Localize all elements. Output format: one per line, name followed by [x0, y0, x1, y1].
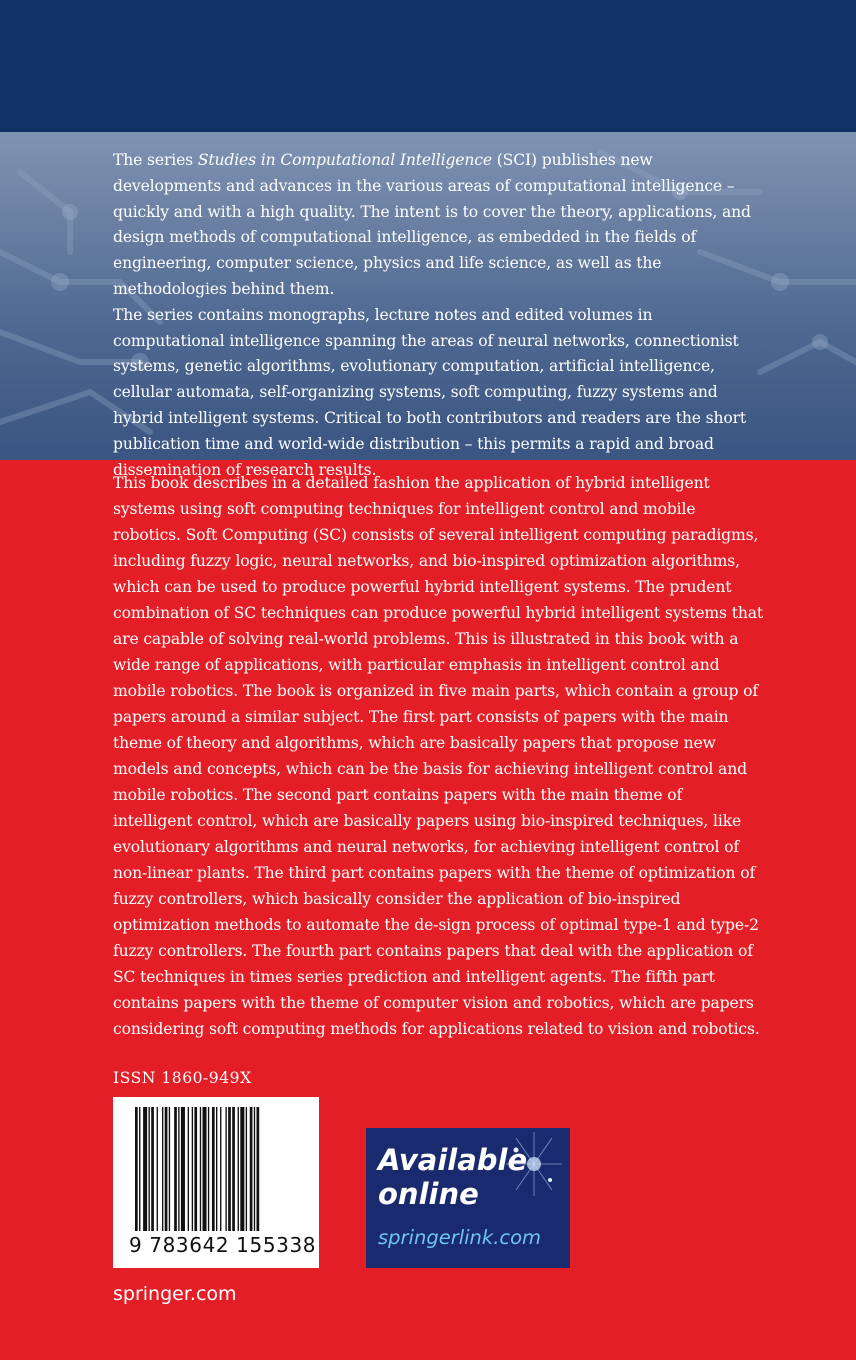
barcode-bar — [232, 1107, 235, 1231]
barcode-bar — [169, 1107, 170, 1231]
barcode-bar — [135, 1107, 138, 1231]
barcode-bar — [216, 1107, 217, 1231]
barcode-bar — [139, 1107, 140, 1231]
book-description-paragraph: This book describes in a detailed fashion the application of hybrid intelligent systems using soft computing techniques for intelligent control and mobile robotics. Soft Computing (SC) consists of several intelligent computing paradigms, including fuzzy logic, neural networks, and bio-inspired optimization algorithms, which can be used to produce powerful hybrid intelligent systems. The prudent combination of SC techniques can produce powerful hybrid intelligent systems that are capable of solving real-world problems. This is illustrated in this book with a wide range of applications, with particular emphasis in intelligent control and mobile robotics. The book is organized in five main parts, which contain a group of papers around a similar subject. The first part consists of papers with the main theme of theory and algorithms, which are basically papers that propose new models and concepts, which can be the basis for achieving intelligent control and mobile robotics. The second part contains papers with the main theme of intelligent control, which are basically papers using bio-inspired techniques, like evolutionary algorithms and neural networks, for achieving intelligent control of non-linear plants. The third part contains papers with the theme of optimization of fuzzy controllers, which basically consider the application of bio-inspired optimization methods to automate the de-sign process of optimal type-1 and type-2 fuzzy controllers. The fourth part contains papers that deal with the application of SC techniques in times series prediction and intelligent agents. The fifth part contains papers with the theme of computer vision and robotics, which are papers considering soft computing methods for applications related to vision and robotics. — [113, 474, 763, 1038]
barcode-bar — [208, 1107, 209, 1231]
barcode-bar — [212, 1107, 215, 1231]
book-description — [113, 470, 763, 1042]
barcode-bar — [149, 1107, 150, 1231]
barcode-bar — [194, 1107, 197, 1231]
barcode-bar — [151, 1107, 154, 1231]
barcode-bar — [203, 1107, 207, 1231]
barcode-bar — [165, 1107, 168, 1231]
barcode-bar — [188, 1107, 189, 1231]
barcode-bar — [192, 1107, 193, 1231]
publisher-link[interactable]: springer.com — [113, 1283, 237, 1305]
barcode-bar — [143, 1107, 147, 1231]
barcode-bar — [178, 1107, 179, 1231]
series-paragraph-2: The series contains monographs, lecture notes and edited volumes in computational intelligence spanning the areas of neural networks, connectionist systems, genetic algorithms, evolutionary computation, artificial intelligence, cellular automata, self-organizing systems, soft computing, fuzzy systems and hybrid intelligent systems. Critical to both contributors and readers are the short publication time and world-wide distribution – this permits a rapid and broad dissemination of research results. — [113, 305, 747, 479]
barcode-bar — [181, 1107, 185, 1231]
barcode-bar — [257, 1107, 260, 1231]
isbn-barcode — [113, 1097, 319, 1268]
top-band — [0, 0, 856, 132]
springerlink-link[interactable]: springerlink.com — [378, 1226, 542, 1249]
barcode-bar — [254, 1107, 255, 1231]
barcode-bar — [250, 1107, 253, 1231]
barcode-bar — [240, 1107, 244, 1231]
series-description — [113, 148, 753, 483]
barcode-bar — [200, 1107, 201, 1231]
barcode-bar — [162, 1107, 163, 1231]
barcode-bar — [174, 1107, 177, 1231]
springerlink-badge[interactable] — [366, 1128, 570, 1268]
issn-label: ISSN 1860-949X — [113, 1069, 252, 1087]
barcode-bar — [228, 1107, 231, 1231]
barcode-bar — [220, 1107, 221, 1231]
series-paragraph-1 — [113, 148, 753, 303]
barcode-bar — [157, 1107, 158, 1231]
barcode-bar — [238, 1107, 239, 1231]
series-intro-rest: (SCI) publishes new developments and advances in the various areas of computational intelligence – quickly and with a high quality. The intent is to cover the theory, applications, and design methods of computational intelligence, as embedded in the fields of engineering, computer science, physics and life science, as well as the methodologies behind them. — [113, 151, 751, 298]
series-title: Studies in Computational Intelligence — [197, 151, 492, 169]
available-online-title: Available online — [378, 1143, 528, 1211]
series-intro-text: The series — [113, 151, 198, 169]
barcode-digits: 9 783642 155338 — [129, 1233, 317, 1257]
barcode-bar — [225, 1107, 226, 1231]
barcode-bar — [246, 1107, 247, 1231]
